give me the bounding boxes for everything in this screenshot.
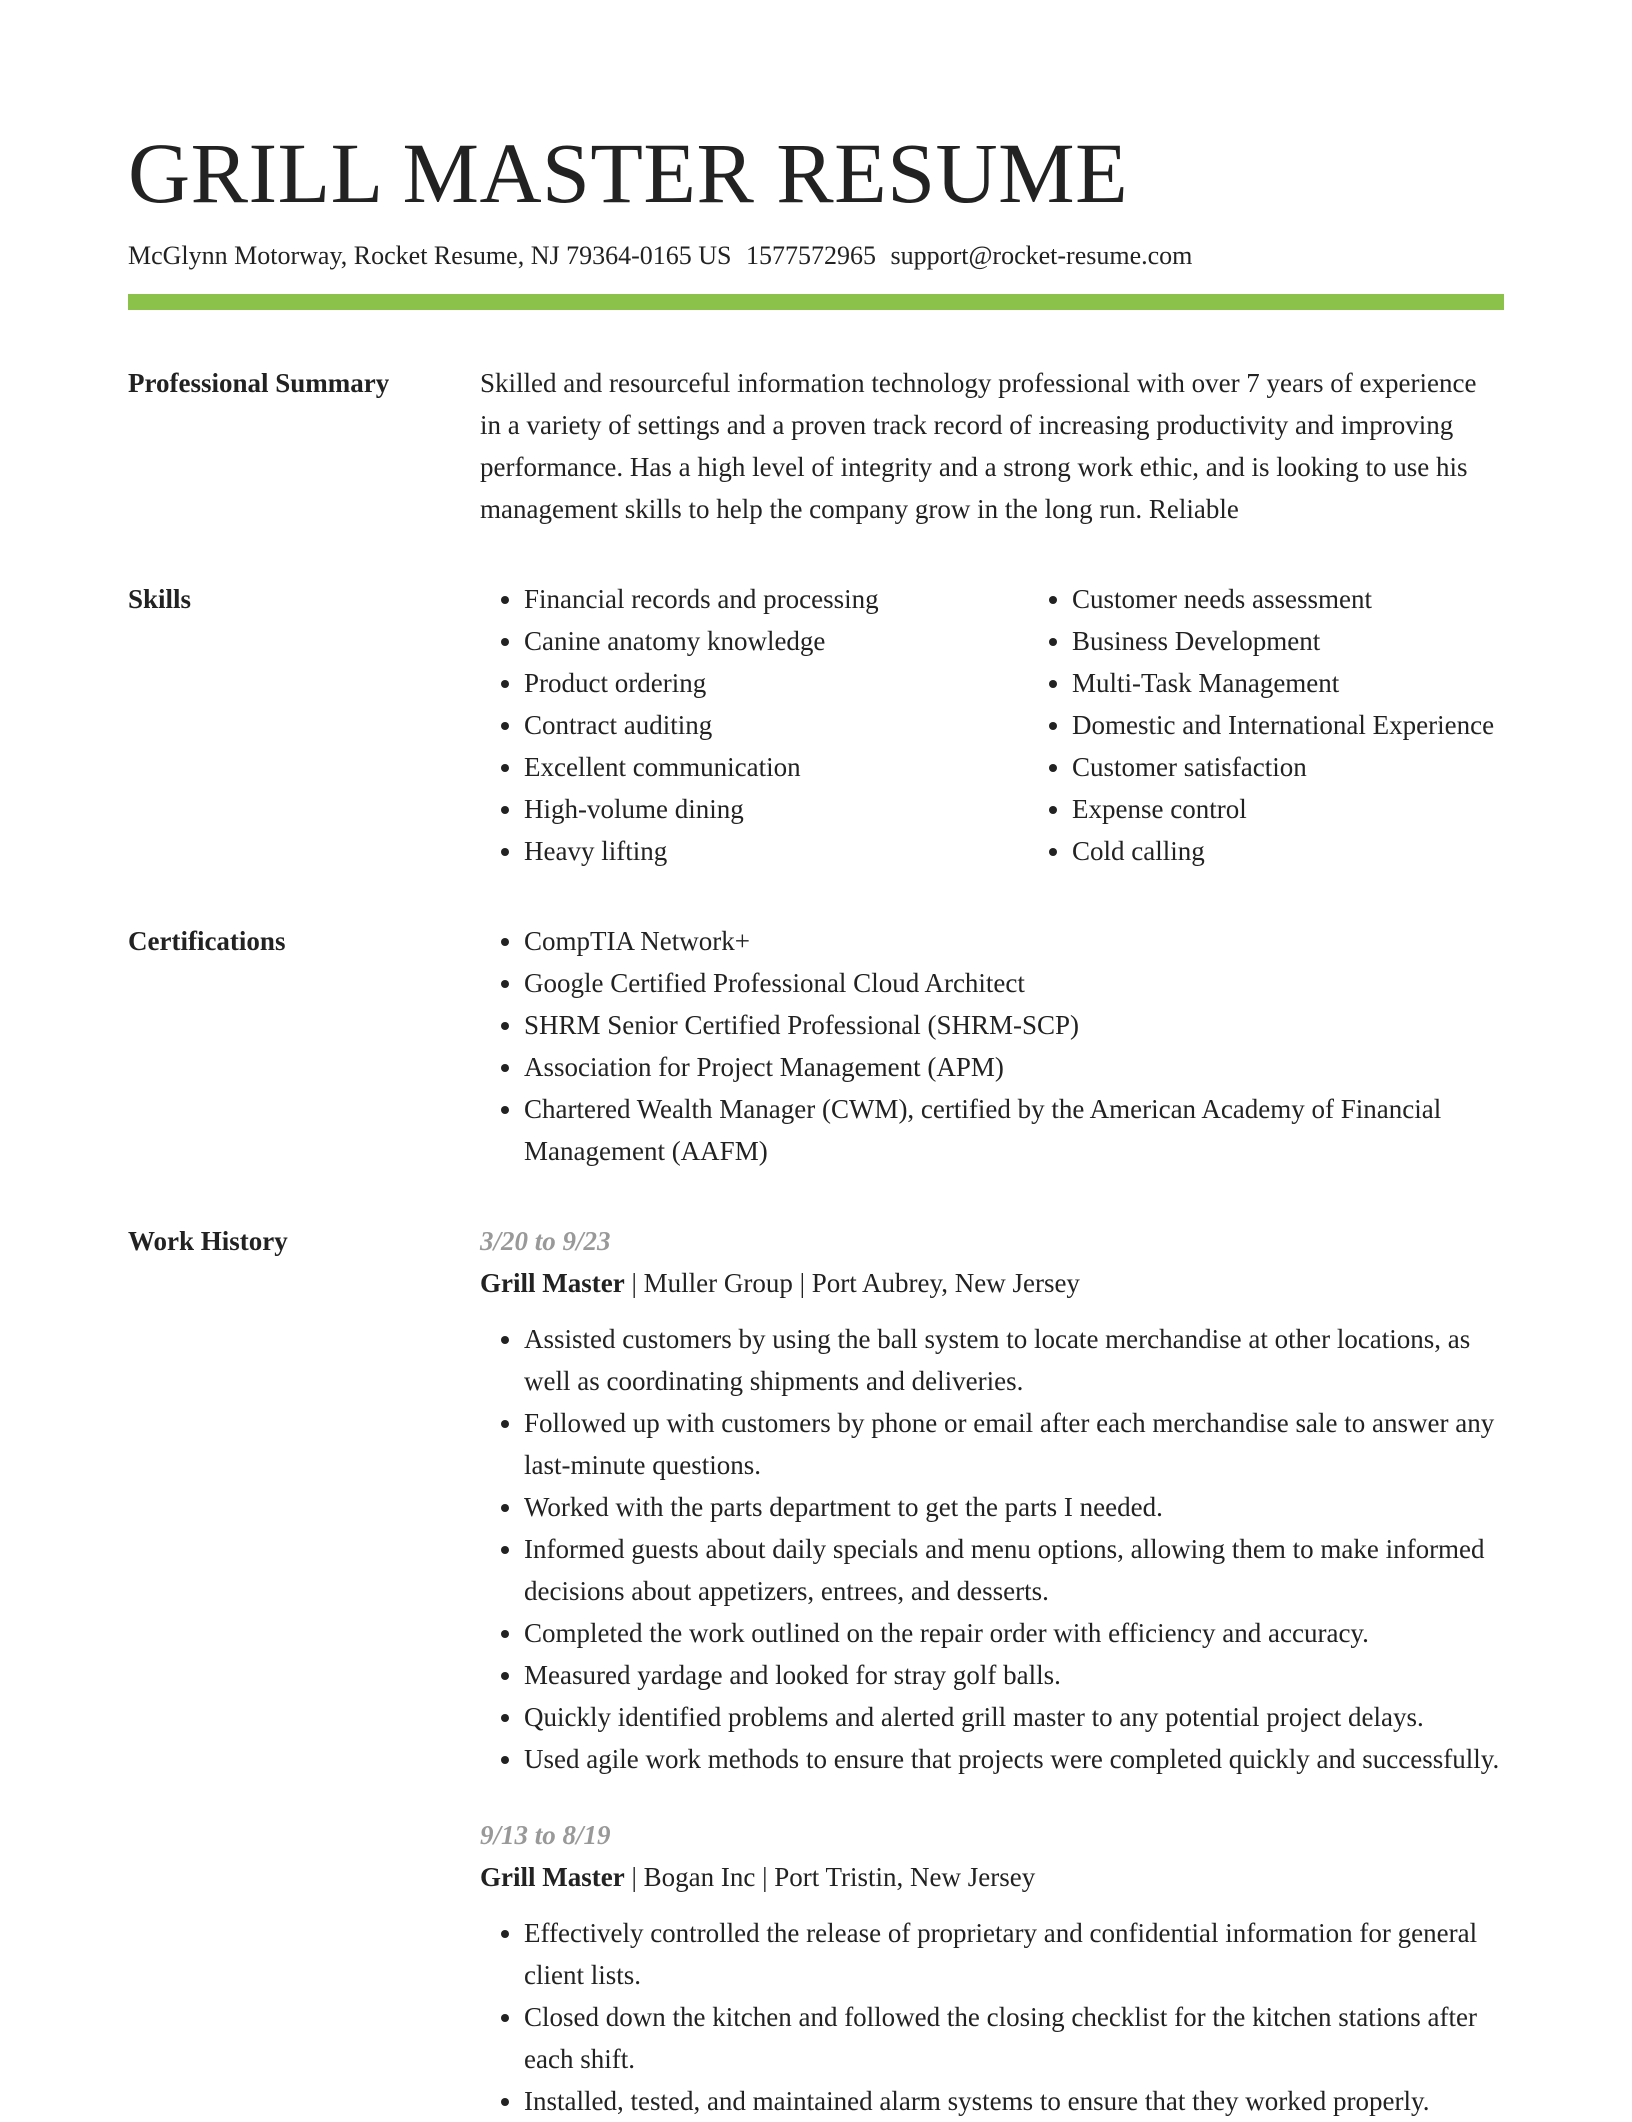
job-title: Grill Master: [480, 1862, 625, 1892]
contact-line: [128, 238, 1504, 274]
job-bullet: • Quickly identified problems and alerted grill master to any potential project delays.: [524, 1696, 1504, 1738]
certification-item: • SHRM Senior Certified Professional (SHRM-SCP): [524, 1004, 1504, 1046]
job-details: | Bogan Inc | Port Tristin, New Jersey: [624, 1862, 1036, 1892]
summary-section: [128, 362, 1504, 530]
job-bullet: • Worked with the parts department to get the parts I needed.: [524, 1486, 1504, 1528]
job-bullet: • Followed up with customers by phone or email after each merchandise sale to answer any last-minute questions.: [524, 1402, 1504, 1486]
skills-list-right: [1028, 578, 1494, 872]
certification-item: • Google Certified Professional Cloud Architect: [524, 962, 1504, 1004]
skill-item: • Cold calling: [1072, 830, 1494, 872]
job-entry: [480, 1220, 1504, 1780]
job-bullets: [480, 1912, 1504, 2122]
job-entry: [480, 1814, 1504, 2122]
work-history-content: [480, 1220, 1504, 2122]
skill-item: • Contract auditing: [524, 704, 1028, 746]
skill-item: • Heavy lifting: [524, 830, 1028, 872]
skills-section: [128, 578, 1504, 872]
skills-list-left: [480, 578, 1028, 872]
job-bullet: • Closed down the kitchen and followed the closing checklist for the kitchen stations after each shift.: [524, 1996, 1504, 2080]
job-header: [480, 1856, 1504, 1898]
resume-title: GRILL MASTER RESUME: [128, 125, 1129, 221]
certifications-list: [480, 920, 1504, 1172]
job-bullet: • Measured yardage and looked for stray golf balls.: [524, 1654, 1504, 1696]
job-bullets: [480, 1318, 1504, 1780]
skill-item: • High-volume dining: [524, 788, 1028, 830]
skill-item: • Domestic and International Experience: [1072, 704, 1494, 746]
certification-item: • Association for Project Management (APM): [524, 1046, 1504, 1088]
skill-item: • Financial records and processing: [524, 578, 1028, 620]
skill-item: • Expense control: [1072, 788, 1494, 830]
job-dates: 9/13 to 8/19: [480, 1820, 611, 1850]
work-history-heading: Work History: [128, 1226, 288, 1256]
certifications-content: [480, 920, 1504, 1172]
job-bullet: • Installed, tested, and maintained alarm systems to ensure that they worked properly.: [524, 2080, 1504, 2122]
skills-heading: Skills: [128, 584, 192, 614]
skill-item: • Multi-Task Management: [1072, 662, 1494, 704]
summary-text: Skilled and resourceful information technology professional with over 7 years of experience in a variety of settings and a proven track record of increasing productivity and improving performance. Has a high level of integrity and a strong work ethic, and is looking to use his management skills to help the company grow in the long run. Reliable: [480, 368, 1477, 524]
contact-address: McGlynn Motorway, Rocket Resume, NJ 79364-0165 US: [128, 241, 732, 270]
job-title: Grill Master: [480, 1268, 625, 1298]
skills-content: [480, 578, 1504, 872]
job-header: [480, 1262, 1504, 1304]
certifications-heading: Certifications: [128, 926, 286, 956]
resume-page: [128, 118, 1504, 2122]
job-details: | Muller Group | Port Aubrey, New Jersey: [624, 1268, 1080, 1298]
contact-phone: 1577572965: [745, 241, 876, 270]
certifications-section: [128, 920, 1504, 1172]
skill-item: • Canine anatomy knowledge: [524, 620, 1028, 662]
header-divider: [128, 294, 1504, 310]
work-history-section: [128, 1220, 1504, 2122]
skill-item: • Customer needs assessment: [1072, 578, 1494, 620]
skill-item: • Product ordering: [524, 662, 1028, 704]
job-bullet: • Completed the work outlined on the repair order with efficiency and accuracy.: [524, 1612, 1504, 1654]
job-bullet: • Informed guests about daily specials and menu options, allowing them to make informed decisions about appetizers, entrees, and desserts.: [524, 1528, 1504, 1612]
certification-item: • Chartered Wealth Manager (CWM), certified by the American Academy of Financial Management (AAFM): [524, 1088, 1504, 1172]
contact-email: support@rocket-resume.com: [890, 241, 1193, 270]
skill-item: • Customer satisfaction: [1072, 746, 1494, 788]
skill-item: • Excellent communication: [524, 746, 1028, 788]
certification-item: • CompTIA Network+: [524, 920, 1504, 962]
skill-item: • Business Development: [1072, 620, 1494, 662]
summary-heading: Professional Summary: [128, 368, 390, 398]
job-bullet: • Used agile work methods to ensure that projects were completed quickly and successfully.: [524, 1738, 1504, 1780]
summary-content: [480, 362, 1504, 530]
job-bullet: • Assisted customers by using the ball system to locate merchandise at other locations, as well as coordinating shipments and deliveries.: [524, 1318, 1504, 1402]
job-dates: 3/20 to 9/23: [480, 1226, 611, 1256]
job-bullet: • Effectively controlled the release of proprietary and confidential information for general client lists.: [524, 1912, 1504, 1996]
